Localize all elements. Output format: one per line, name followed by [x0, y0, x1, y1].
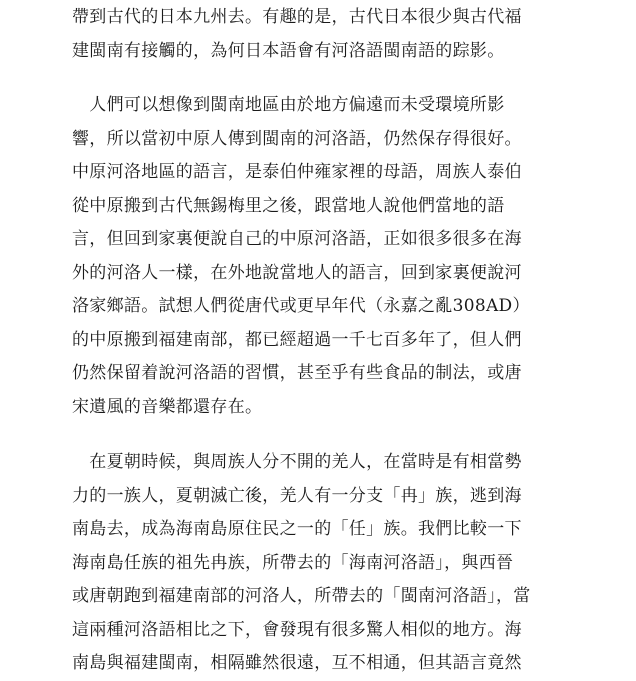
paragraph-3	[72, 446, 564, 681]
paragraph-1	[72, 1, 564, 68]
paragraph-2	[72, 89, 564, 424]
document-page	[72, 0, 564, 681]
text-line: 力的一族人，夏朝滅亡後，羌人有一分支「冉」族，逃到海	[72, 485, 522, 506]
text-line: 外的河洛人一樣，在外地說當地人的語言，回到家裏便說河	[72, 262, 522, 283]
text-line: 海南島任族的祖先冉族，所帶去的「海南河洛語」，與西晉	[72, 552, 514, 573]
text-line: 在夏朝時候，與周族人分不開的羌人，在當時是有相當勢	[72, 452, 522, 472]
text-line: 這兩種河洛語相比之下，會發現有很多驚人相似的地方。海	[72, 619, 522, 640]
text-line: 建閩南有接觸的，為何日本語會有河洛語閩南語的踪影。	[72, 40, 505, 61]
text-line: 從中原搬到古代無錫梅里之後，跟當地人說他們當地的語	[72, 195, 505, 216]
text-line: 或唐朝跑到福建南部的河洛人，所帶去的「閩南河洛語」，當	[72, 586, 531, 606]
text-line: 帶到古代的日本九州去。有趣的是，古代日本很少與古代福	[72, 7, 522, 27]
text-line: 南島與福建閩南，相隔雖然很遠，互不相通，但其語言竟然	[72, 653, 522, 673]
text-line: 仍然保留着說河洛語的習慣，甚至乎有些食品的制法，或唐	[72, 363, 522, 383]
text-line: 人們可以想像到閩南地區由於地方偏遠而未受環境所影	[72, 95, 505, 115]
text-line: 中原河洛地區的語言，是泰伯仲雍家裡的母語，周族人泰伯	[72, 162, 522, 182]
text-line: 響，所以當初中原人傳到閩南的河洛語，仍然保存得很好。	[72, 128, 522, 149]
text-line: 言，但回到家裏便說自己的中原河洛語，正如很多很多在海	[72, 229, 522, 249]
text-line: 洛家鄉語。試想人們從唐代或更早年代（永嘉之亂308AD）	[72, 296, 530, 316]
text-line: 的中原搬到福建南部，都已經超過一千七百多年了，但人們	[72, 329, 522, 350]
text-line: 宋遺風的音樂都還存在。	[72, 396, 263, 417]
text-line: 南島去，成為海南島原住民之一的「任」族。我們比較一下	[72, 519, 522, 539]
